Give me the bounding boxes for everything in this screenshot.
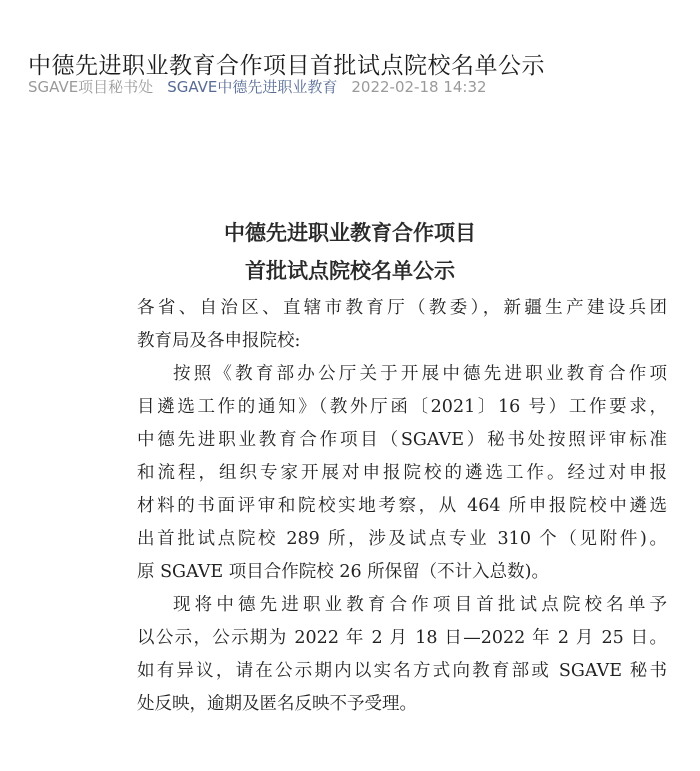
document-body <box>137 292 667 721</box>
document-line: 材料的书面评审和院校实地考察，从 464 所申报院校中遴选 <box>137 496 667 516</box>
document-heading <box>0 214 700 290</box>
document-line: 处反映，逾期及匿名反映不予受理。 <box>137 694 417 714</box>
article-meta <box>28 76 487 97</box>
account-name-link[interactable]: SGAVE中德先进职业教育 <box>167 78 338 96</box>
document-line: 现将中德先进职业教育合作项目首批试点院校名单予 <box>173 595 667 615</box>
document-line: 和流程，组织专家开展对申报院校的遴选工作。经过对申报 <box>137 463 667 483</box>
document-line: 中德先进职业教育合作项目（SGAVE）秘书处按照评审标准 <box>137 430 667 450</box>
document-line: 教育局及各申报院校: <box>137 331 301 351</box>
document-line: 以公示，公示期为 2022 年 2 月 18 日—2022 年 2 月 25 日。 <box>137 628 667 648</box>
document-line: 出首批试点院校 289 所，涉及试点专业 310 个（见附件)。 <box>137 529 667 549</box>
article-author: SGAVE项目秘书处 <box>28 78 154 96</box>
document-line: 如有异议，请在公示期内以实名方式向教育部或 SGAVE 秘书 <box>137 661 667 681</box>
article-title: 中德先进职业教育合作项目首批试点院校名单公示 <box>28 53 545 80</box>
document-line: 目遴选工作的通知》（教外厅函〔2021〕16 号）工作要求， <box>137 397 667 417</box>
document-heading-line: 首批试点院校名单公示 <box>245 259 455 283</box>
document-line: 原 SGAVE 项目合作院校 26 所保留（不计入总数)。 <box>137 562 549 582</box>
document-heading-line: 中德先进职业教育合作项目 <box>224 221 476 245</box>
document-line: 各省、自治区、直辖市教育厅（教委），新疆生产建设兵团 <box>137 298 667 318</box>
publish-time: 2022-02-18 14:32 <box>351 77 487 96</box>
document-line: 按照《教育部办公厅关于开展中德先进职业教育合作项 <box>173 364 667 384</box>
